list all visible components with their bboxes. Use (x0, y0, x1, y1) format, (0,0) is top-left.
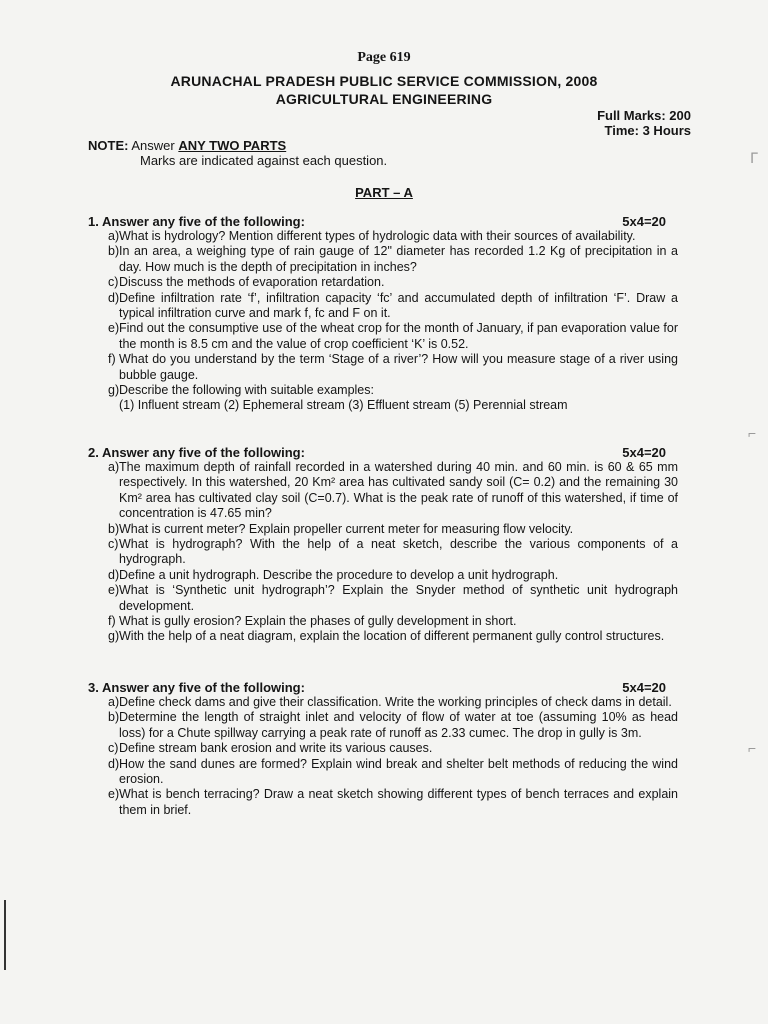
question-number: 2. (88, 445, 99, 460)
question-marks: 5x4=20 (622, 680, 666, 695)
note-subline: Marks are indicated against each question. (140, 153, 388, 168)
subject-title: AGRICULTURAL ENGINEERING (275, 91, 493, 107)
sub-question: a) Define check dams and give their classification. Write the working principles of check dams in detail. (108, 695, 672, 709)
marks-time-block (597, 108, 691, 138)
scan-speck: ᒥ (750, 150, 758, 166)
question-1 (88, 214, 678, 414)
note-line (88, 138, 286, 153)
sub-question: b) Determine the length of straight inlet and velocity of flow of water at toe (assuming 10% as head loss) for a Chute spillway carrying a peak rate of runoff as 2.33 cumec. The drop in gully is 3m. (108, 710, 678, 740)
question-heading (88, 680, 678, 695)
sub-question: b) What is current meter? Explain propeller current meter for measuring flow velocity. (108, 521, 574, 536)
question-heading (88, 214, 678, 229)
sub-question: f) What do you understand by the term ‘Stage of a river’? How will you measure stage of a river using bubble gauge. (108, 352, 678, 382)
sub-question: f) What is gully erosion? Explain the phases of gully development in short. (108, 614, 517, 629)
sub-question: e) Find out the consumptive use of the wheat crop for the month of January, if pan evaporation value for the month is 8.5 cm and the value of crop coefficient ‘K’ is 0.52. (108, 321, 678, 351)
scan-edge-mark (4, 900, 6, 970)
note-prefix: Answer (131, 138, 175, 153)
scan-speck: ⌐ (748, 425, 757, 441)
question-heading (88, 445, 678, 460)
sub-question: e) What is bench terracing? Draw a neat sketch showing different types of bench terraces and explain them in brief. (108, 787, 678, 817)
question-number: 3. (88, 680, 99, 695)
sub-question: a) What is hydrology? Mention different types of hydrologic data with their sources of availability. (108, 229, 636, 243)
sub-question: b) In an area, a weighing type of rain gauge of 12" diameter has recorded 1.2 Kg of precipitation in a day. How much is the depth of precipitation in inches? (108, 244, 678, 274)
exam-time: Time: 3 Hours (604, 123, 691, 138)
question-instruction: Answer any five of the following: (101, 214, 305, 229)
scan-speck: ⌐ (748, 740, 757, 756)
sub-question: d) Define infiltration rate ‘f’, infiltration capacity ‘fc’ and accumulated depth of infiltration ‘F’. Draw a typical infiltration curve and mark f, fc and F on it. (108, 290, 678, 321)
sub-question: g) With the help of a neat diagram, explain the location of different permanent gully control structures. (108, 629, 665, 644)
sub-question: c) What is hydrograph? With the help of a neat sketch, describe the various components of a hydrograph. (108, 537, 678, 567)
full-marks: Full Marks: 200 (597, 108, 691, 123)
sub-question: d) Define a unit hydrograph. Describe the procedure to develop a unit hydrograph. (108, 567, 559, 582)
question-2 (88, 445, 678, 645)
part-title: PART – A (355, 185, 413, 200)
note-label: NOTE: (88, 138, 129, 153)
question-number: 1. (88, 214, 99, 229)
stream-list: (1) Influent stream (2) Ephemeral stream (3) Effluent stream (5) Perennial stream (119, 398, 568, 413)
note-emphasis: ANY TWO PARTS (178, 138, 287, 153)
question-instruction: Answer any five of the following: (101, 680, 305, 695)
sub-question: d) How the sand dunes are formed? Explain wind break and shelter belt methods of reducing the wind erosion. (108, 756, 678, 787)
question-instruction: Answer any five of the following: (101, 445, 305, 460)
sub-question: c) Discuss the methods of evaporation retardation. (108, 275, 385, 290)
question-marks: 5x4=20 (622, 214, 666, 229)
sub-question: a) The maximum depth of rainfall recorded in a watershed during 40 min. and 60 min. is 60 & 65 mm respectively. In this watershed, 20 Km² area has cultivated sandy soil (C= 0.2) and the remaining 30 Km² area has cultivated clay soil (C=0.7). What is the peak rate of runoff of this watershed, if time of concentration is 47.65 min? (108, 460, 678, 521)
sub-question: e) What is ‘Synthetic unit hydrograph’? Explain the Snyder method of synthetic unit hydrograph development. (108, 583, 678, 613)
page-number: Page 619 (357, 50, 411, 65)
sub-question: c) Define stream bank erosion and write its various causes. (108, 741, 433, 756)
sub-question: g) Describe the following with suitable examples: (1) Influent stream (2) Ephemeral stream (3) Effluent stream (5) Perennial stream (88, 383, 678, 414)
question-marks: 5x4=20 (622, 445, 666, 460)
commission-title: ARUNACHAL PRADESH PUBLIC SERVICE COMMISSION, 2008 (170, 73, 598, 89)
question-3 (88, 680, 678, 818)
